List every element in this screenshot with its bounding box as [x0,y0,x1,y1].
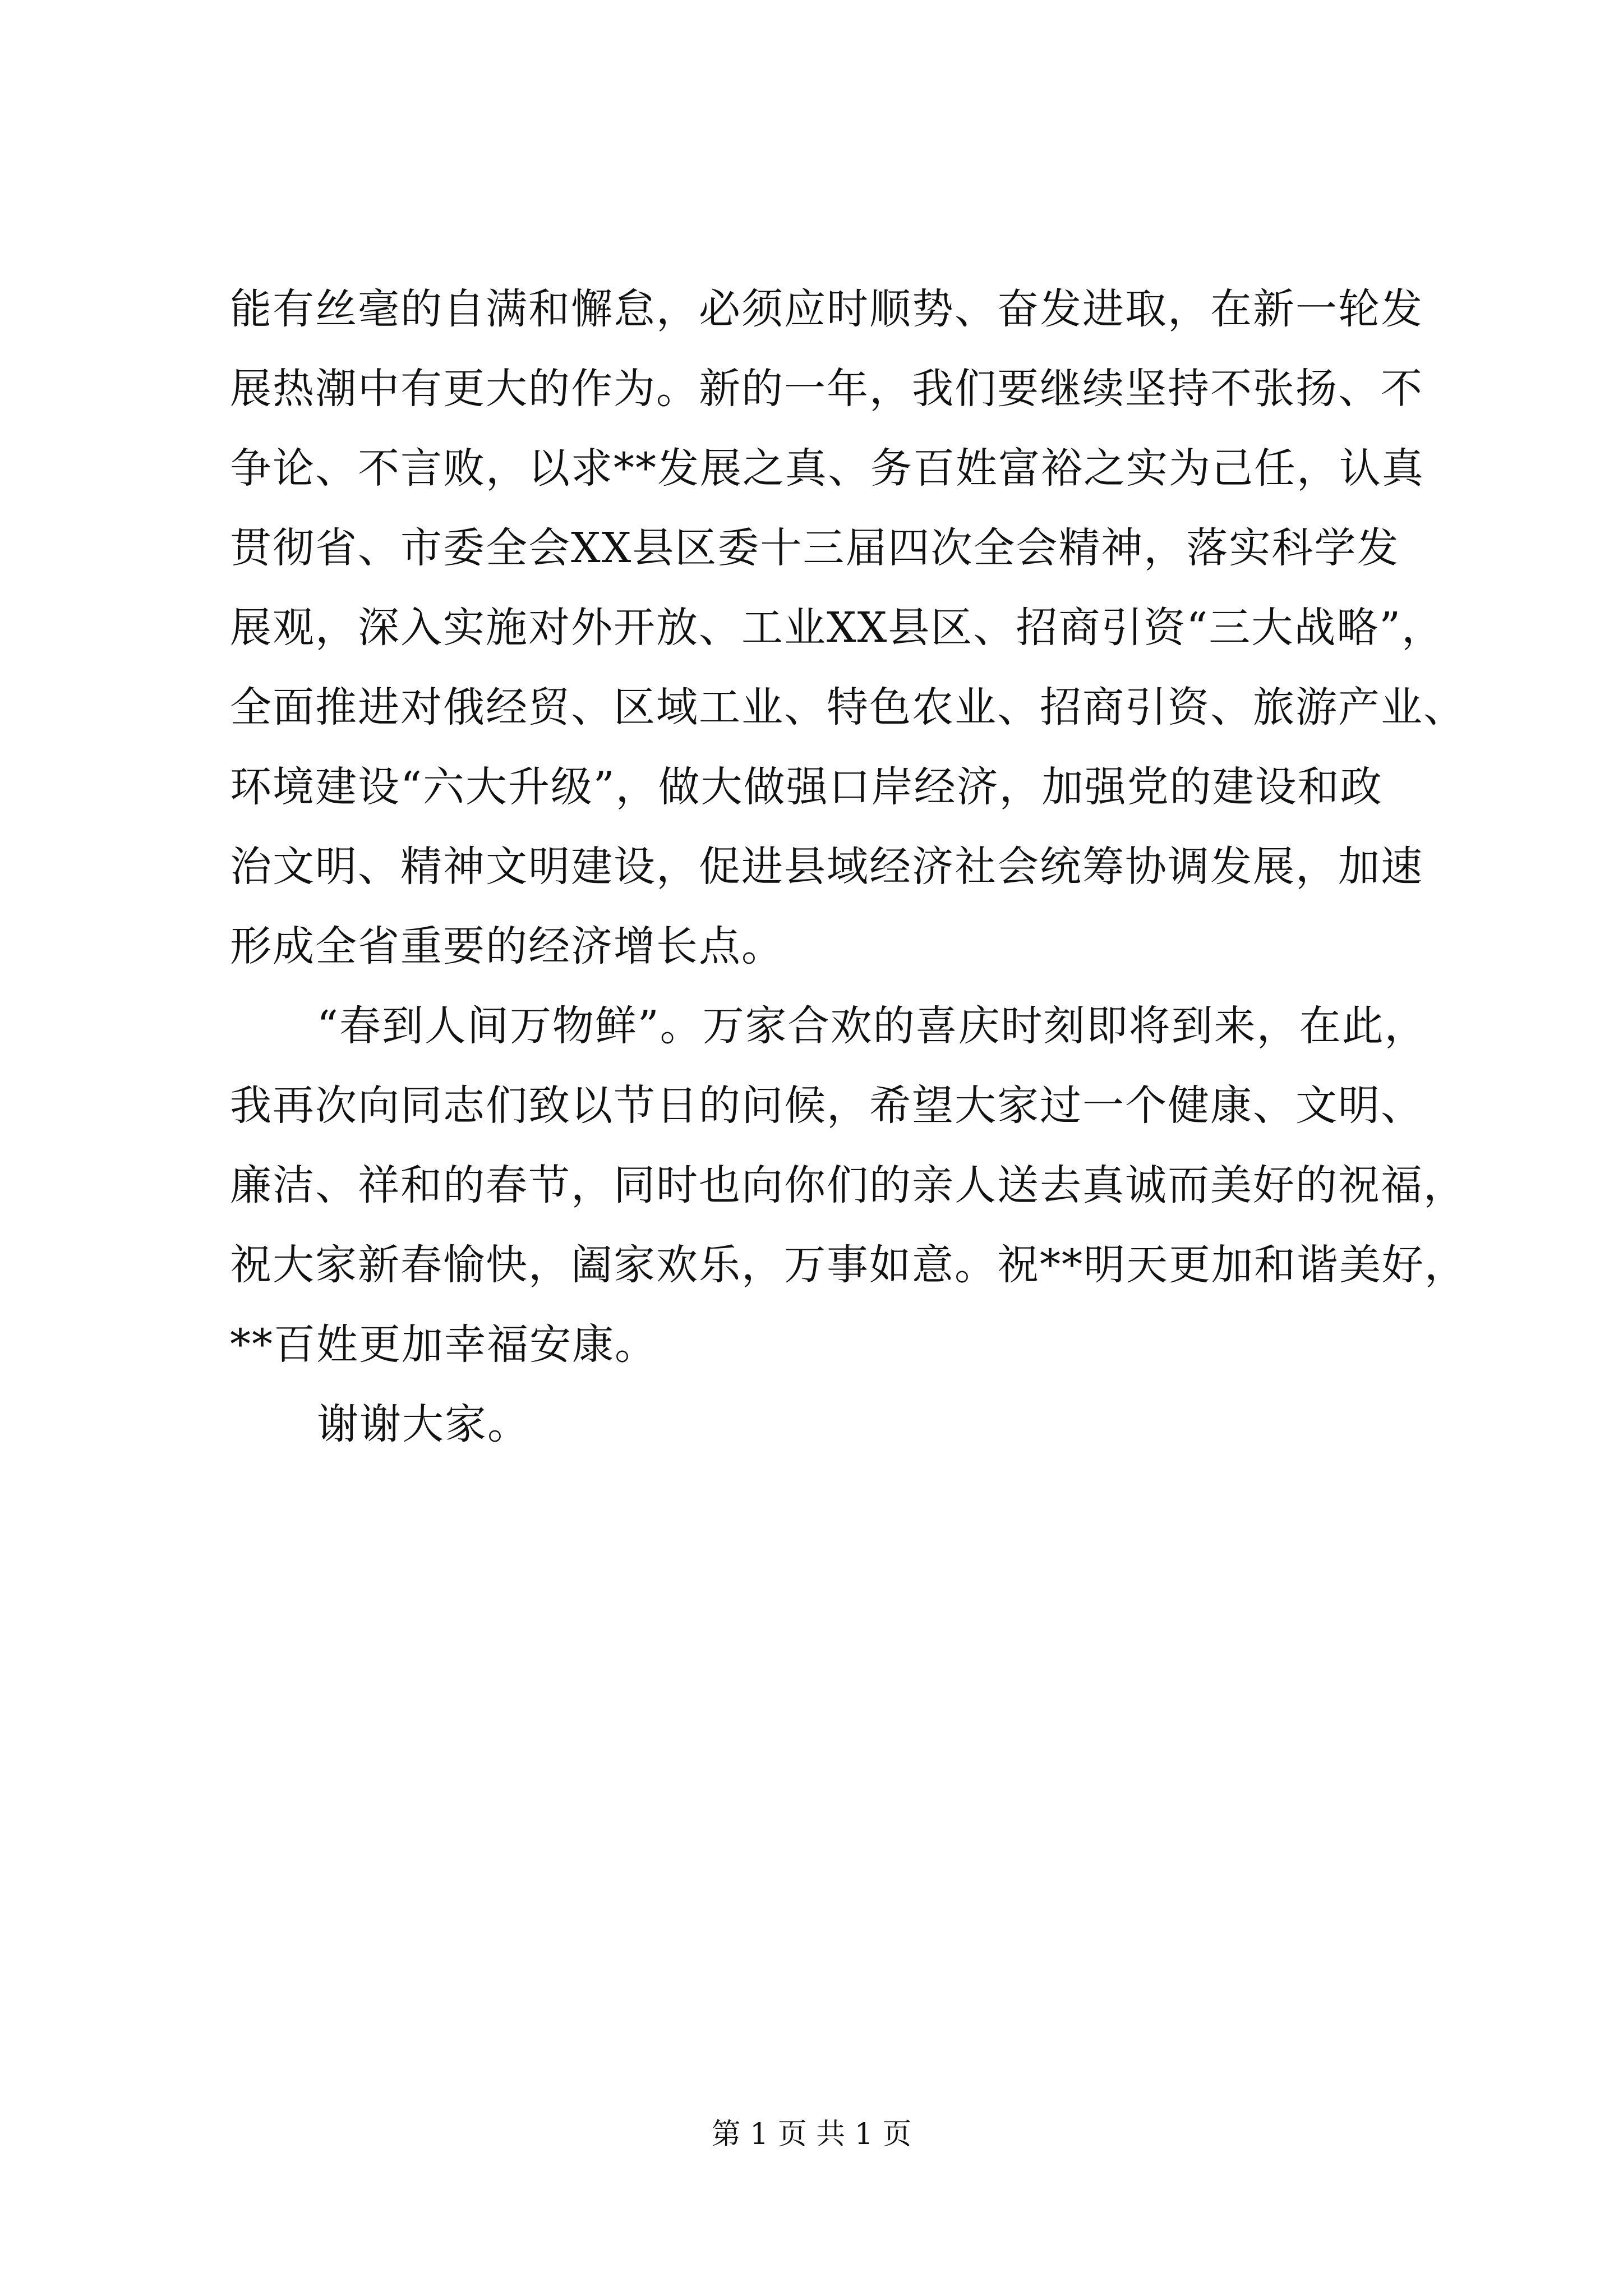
closing-line: 谢谢大家。 [317,1400,530,1448]
text-line: 祝大家新春愉快，阖家欢乐，万事如意。祝**明天更加和谐美好， [230,1241,1467,1289]
text-line: **百姓更加幸福安康。 [230,1320,657,1369]
text-line: 环境建设“六大升级”，做大做强口岸经济，加强党的建设和政 [230,763,1383,811]
text-line: 廉洁、祥和的春节，同时也向你们的亲人送去真诚而美好的祝福， [230,1161,1466,1209]
text-line: 全面推进对俄经贸、区域工业、特色农业、招商引资、旅游产业、 [230,683,1466,731]
text-line: 争论、不言败，以求**发展之真、务百姓富裕之实为己任，认真 [230,444,1424,493]
paragraph-closing [230,1384,1469,1464]
text-line: 贯彻省、市委全会XX县区委十三届四次全会精神，落实科学发 [230,524,1400,572]
text-line: 我再次向同志们致以节日的问候，希望大家过一个健康、文明、 [230,1082,1423,1130]
text-line: 形成全省重要的经济增长点。 [230,922,784,970]
page-footer: 第 1 页 共 1 页 [711,2118,912,2151]
text-line: 治文明、精神文明建设，促进县域经济社会统筹协调发展，加速 [230,843,1423,891]
text-line: 展观，深入实施对外开放、工业XX县区、招商引资“三大战略”， [230,604,1445,652]
paragraph-1 [230,269,1469,986]
document-body [230,269,1469,1464]
text-line: 能有丝毫的自满和懈怠，必须应时顺势、奋发进取，在新一轮发 [230,285,1423,333]
text-line: 展热潮中有更大的作为。新的一年，我们要继续坚持不张扬、不 [230,365,1423,413]
paragraph-2 [230,986,1469,1384]
text-line: “春到人间万物鲜”。万家合欢的喜庆时刻即将到来，在此， [317,1002,1427,1050]
